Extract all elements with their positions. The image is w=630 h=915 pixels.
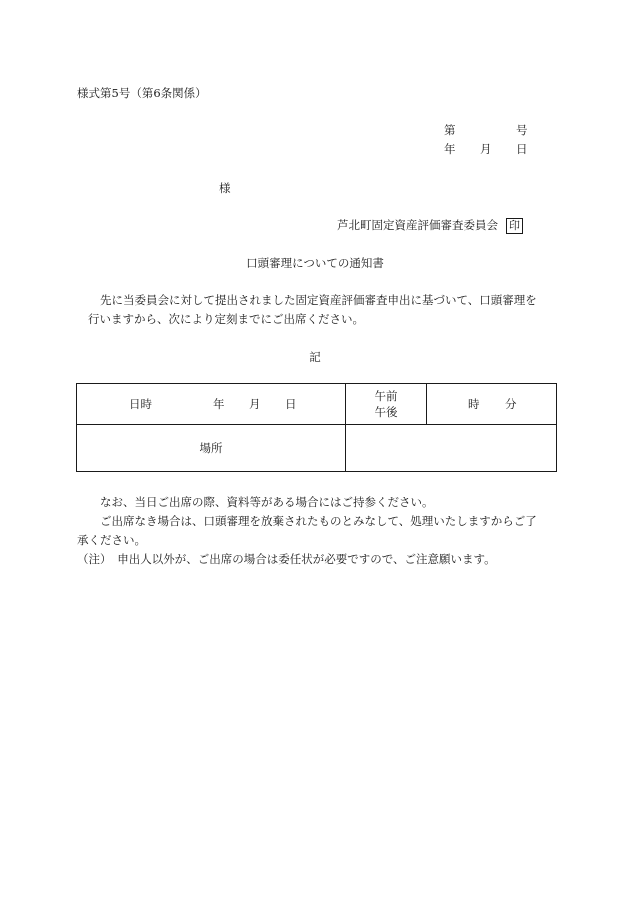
- place-label: 場所: [77, 425, 346, 472]
- am-label: 午前: [374, 389, 398, 403]
- datetime-cell: [77, 384, 346, 425]
- document-title: 口頭審理についての通知書: [246, 256, 384, 270]
- body-line-2: 行いますから、次により定刻までにご出席ください。: [88, 312, 364, 326]
- form-number: 様式第5号（第6条関係）: [77, 86, 207, 100]
- note-line-2: ご出席なき場合は、口頭審理を放棄されたものとみなして、処理いたしますからご了: [100, 514, 537, 528]
- schedule-table: [76, 383, 557, 472]
- note-line-1: なお、当日ご出席の際、資料等がある場合にはご持参ください。: [100, 495, 434, 509]
- doc-number-prefix: 第: [444, 123, 456, 137]
- place-value-cell: [346, 425, 557, 472]
- body-paragraph: [88, 291, 537, 329]
- issuer-name: 芦北町固定資産評価審査委員会: [337, 218, 498, 232]
- issue-date-line: [444, 141, 528, 157]
- body-line-1: 先に当委員会に対して提出されました固定資産評価審査申出に基づいて、口頭審理を: [100, 293, 537, 307]
- caution-note: （注） 申出人以外が、ご出席の場合は委任状が必要ですので、ご注意願います。: [77, 552, 496, 566]
- year-label: 年: [213, 397, 225, 411]
- issuer-line: [337, 217, 523, 234]
- hour-label: 時: [468, 397, 480, 411]
- minute-label: 分: [505, 397, 517, 411]
- doc-number-suffix: 号: [516, 123, 528, 137]
- datetime-label: 日時: [129, 397, 152, 411]
- pm-label: 午後: [374, 405, 398, 419]
- month-label: 月: [249, 397, 261, 411]
- document-number-line: [444, 122, 528, 138]
- issue-day-label: 日: [516, 142, 528, 156]
- day-label: 日: [285, 397, 297, 411]
- place-row: [77, 425, 557, 472]
- seal-mark: 印: [506, 218, 523, 234]
- issue-month-label: 月: [480, 142, 492, 156]
- note-line-3: 承ください。: [77, 533, 146, 547]
- notes-section: [77, 493, 537, 569]
- ki-heading: 記: [309, 350, 321, 364]
- time-cell: [427, 384, 557, 425]
- addressee-suffix: 様: [219, 181, 231, 195]
- issue-year-label: 年: [444, 142, 456, 156]
- am-pm-cell: [346, 384, 427, 425]
- datetime-row: [77, 384, 557, 425]
